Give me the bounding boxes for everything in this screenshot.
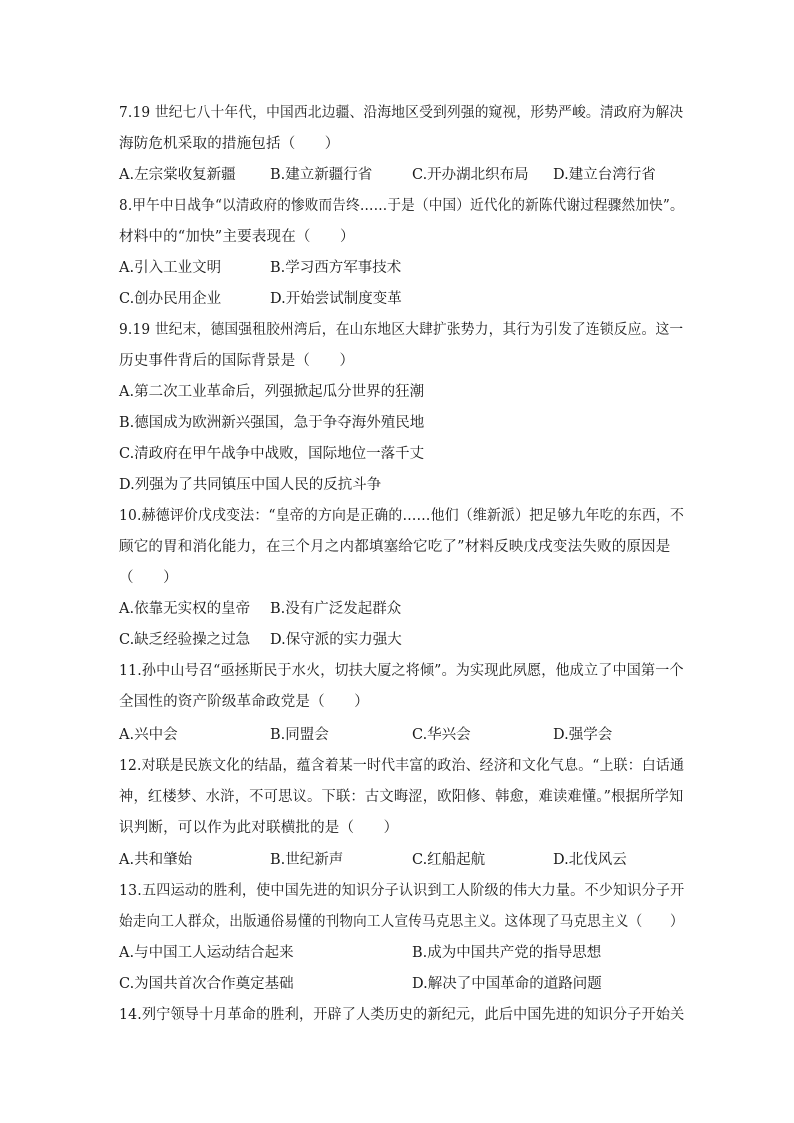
question-8-option-b: B.学习西方军事技术	[270, 260, 402, 276]
question-13-option-a: A.与中国工人运动结合起来	[119, 945, 294, 961]
question-11-line-1: 11.孙中山号召“亟拯斯民于水火，切扶大厦之将倾”。为实现此夙愿，他成立了中国第一个	[119, 663, 684, 679]
question-13-option-c: C.为国共首次合作奠定基础	[119, 976, 294, 992]
question-13-line-1: 13.五四运动的胜利，使中国先进的知识分子认识到工人阶级的伟大力量。不少知识分子开	[119, 883, 685, 899]
question-12-option-c: C.红船起航	[412, 852, 486, 868]
question-9-option-d: D.列强为了共同镇压中国人民的反抗斗争	[119, 477, 382, 493]
question-12-line-3: 识判断，可以作为此对联横批的是（ ）	[119, 820, 399, 836]
question-7-option-a: A.左宗棠收复新疆	[119, 167, 236, 183]
question-9-line-1: 9.19 世纪末，德国强租胶州湾后，在山东地区大肆扩张势力，其行为引发了连锁反应。这一	[119, 322, 684, 338]
question-8-option-d: D.开始尝试制度变革	[270, 291, 402, 307]
question-12-option-a: A.共和肇始	[119, 852, 193, 868]
question-14-line-1: 14.列宁领导十月革命的胜利，开辟了人类历史的新纪元，此后中国先进的知识分子开始关	[119, 1007, 685, 1023]
question-10-option-d: D.保守派的实力强大	[270, 632, 402, 648]
question-12-line-2: 神，红楼梦、水浒，不可思议。下联：古文晦涩，欧阳修、韩愈，难读难懂。”根据所学知	[119, 789, 684, 805]
question-13-option-d: D.解决了中国革命的道路问题	[412, 976, 602, 992]
question-9-option-b: B.德国成为欧洲新兴强国，急于争夺海外殖民地	[119, 415, 425, 431]
question-7-line-1: 7.19 世纪七八十年代，中国西北边疆、沿海地区受到列强的窥视，形势严峻。清政府为解决	[119, 105, 684, 121]
question-11-option-a: A.兴中会	[119, 727, 178, 743]
question-10-line-1: 10.赫德评价戊戌变法：“皇帝的方向是正确的……他们（维新派）把足够九年吃的东西，不	[119, 508, 685, 524]
question-7-option-b: B.建立新疆行省	[270, 167, 373, 183]
question-10-option-b: B.没有广泛发起群众	[270, 601, 402, 617]
question-8-option-c: C.创办民用企业	[119, 291, 222, 307]
question-9-option-c: C.清政府在甲午战争中战败，国际地位一落千丈	[119, 446, 425, 462]
question-7-option-c: C.开办湖北织布局	[412, 167, 529, 183]
question-13-line-2: 始走向工人群众，出版通俗易懂的刊物向工人宣传马克思主义。这体现了马克思主义（ ）	[119, 914, 684, 930]
question-10-line-3: （ ）	[119, 570, 178, 586]
question-10-option-a: A.依靠无实权的皇帝	[119, 601, 251, 617]
question-12-option-b: B.世纪新声	[270, 852, 344, 868]
question-8-option-a: A.引入工业文明	[119, 260, 222, 276]
question-8-line-1: 8.甲午中日战争“以清政府的惨败而告终……于是（中国）近代化的新陈代谢过程骤然加快”。	[119, 198, 684, 214]
question-11-line-2: 全国性的资产阶级革命政党是（ ）	[119, 694, 369, 710]
question-12-line-1: 12.对联是民族文化的结晶，蕴含着某一时代丰富的政治、经济和文化气息。“上联：白话通	[119, 758, 685, 774]
question-9-line-2: 历史事件背后的国际背景是（ ）	[119, 353, 355, 369]
question-10-line-2: 顾它的胃和消化能力，在三个月之内都填塞给它吃了”材料反映戊戌变法失败的原因是	[119, 539, 671, 555]
question-9-option-a: A.第二次工业革命后，列强掀起瓜分世界的狂潮	[119, 384, 425, 400]
question-12-option-d: D.北伐风云	[553, 852, 627, 868]
question-11-option-c: C.华兴会	[412, 727, 471, 743]
question-10-option-c: C.缺乏经验操之过急	[119, 632, 251, 648]
question-11-option-b: B.同盟会	[270, 727, 329, 743]
question-11-option-d: D.强学会	[553, 727, 613, 743]
question-7-line-2: 海防危机采取的措施包括（ ）	[119, 136, 340, 152]
question-7-option-d: D.建立台湾行省	[553, 167, 656, 183]
question-8-line-2: 材料中的“加快”主要表现在（ ）	[119, 229, 355, 245]
question-13-option-b: B.成为中国共产党的指导思想	[412, 945, 602, 961]
